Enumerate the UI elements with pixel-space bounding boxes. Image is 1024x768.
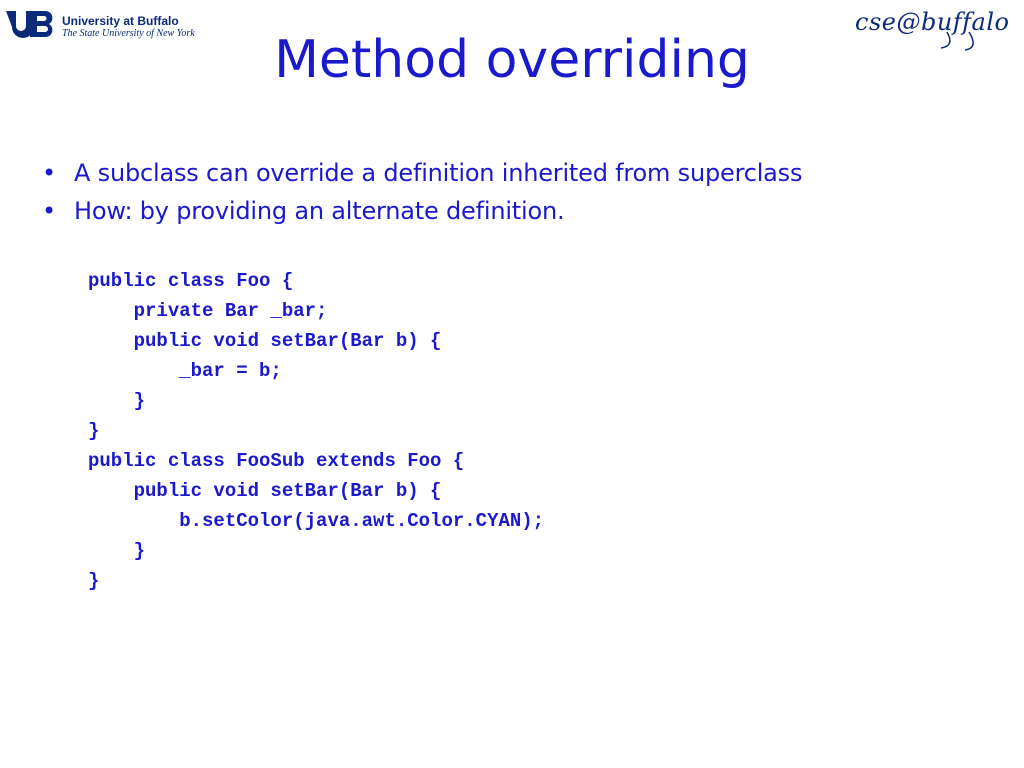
ub-logo-subtitle: The State University of New York — [62, 28, 195, 39]
bullet-list — [40, 154, 802, 230]
bullet-dot-icon: • — [42, 159, 56, 187]
ub-logo-name: University at Buffalo — [62, 14, 179, 28]
bullet-item — [40, 192, 802, 230]
code-line: public void setBar(Bar b) { — [88, 330, 442, 352]
code-line: public class Foo { — [88, 270, 294, 292]
code-line: _bar = b; — [88, 360, 282, 382]
code-block — [88, 266, 544, 596]
code-line: b.setColor(java.awt.Color.CYAN); — [88, 510, 545, 532]
bullet-item — [40, 154, 802, 192]
code-line: } — [88, 390, 146, 412]
code-line: public class FooSub extends Foo { — [88, 450, 465, 472]
cse-logo-text: cse@buffalo — [855, 8, 1010, 36]
code-line: private Bar _bar; — [88, 300, 328, 322]
bullet-text: A subclass can override a definition inherited from superclass — [74, 159, 803, 187]
slide-title: Method overriding — [274, 30, 750, 90]
code-line: } — [88, 420, 100, 442]
bullet-dot-icon: • — [42, 197, 56, 225]
code-line: public void setBar(Bar b) { — [88, 480, 442, 502]
code-line: } — [88, 570, 100, 592]
code-line: } — [88, 540, 146, 562]
bullet-text: How: by providing an alternate definition. — [74, 197, 565, 225]
